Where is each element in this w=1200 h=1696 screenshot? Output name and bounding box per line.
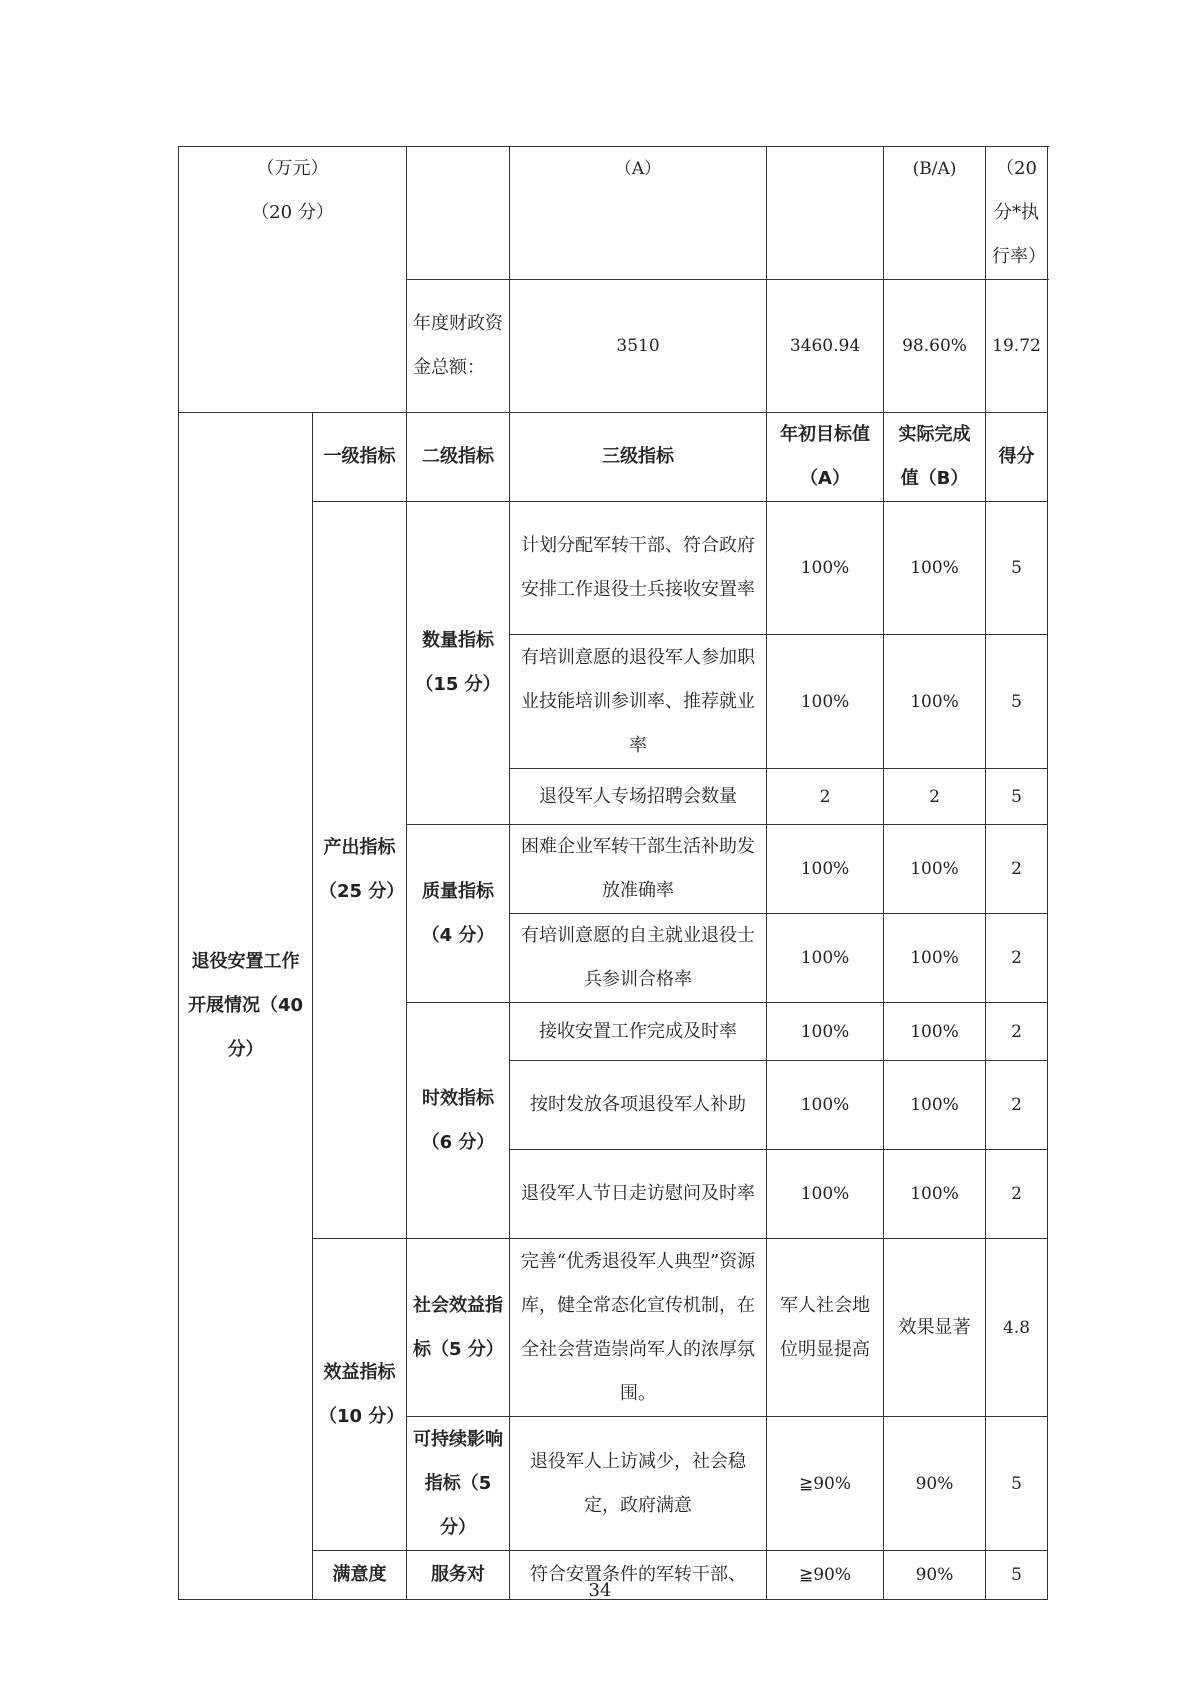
row-score: 2 bbox=[986, 1003, 1048, 1061]
row-actual: 效果显著 bbox=[884, 1239, 986, 1417]
row-score: 2 bbox=[986, 1150, 1048, 1239]
row-target: 100% bbox=[767, 502, 884, 635]
row-target: 100% bbox=[767, 914, 884, 1003]
row-target: 100% bbox=[767, 1061, 884, 1150]
funds-total-actual: 3460.94 bbox=[767, 280, 884, 413]
row-score: 5 bbox=[986, 502, 1048, 635]
group-quality: 质量指标（4 分） bbox=[407, 825, 510, 1003]
row-actual: 90% bbox=[884, 1551, 986, 1600]
row-actual: 2 bbox=[884, 769, 986, 825]
indicator-header-row bbox=[179, 413, 1048, 502]
group-satisfaction: 满意度 bbox=[313, 1551, 407, 1600]
section-title: 退役安置工作开展情况（40 分） bbox=[179, 413, 313, 1600]
funds-total-ratio: 98.60% bbox=[884, 280, 986, 413]
row-score: 2 bbox=[986, 1061, 1048, 1150]
funds-header-ratio: (B/A) bbox=[884, 147, 986, 280]
row-target: 100% bbox=[767, 1150, 884, 1239]
row-actual: 100% bbox=[884, 1061, 986, 1150]
row-score: 2 bbox=[986, 825, 1048, 914]
row-name: 计划分配军转干部、符合政府安排工作退役士兵接收安置率 bbox=[510, 502, 767, 635]
row-name: 退役军人专场招聘会数量 bbox=[510, 769, 767, 825]
row-name: 按时发放各项退役军人补助 bbox=[510, 1061, 767, 1150]
header-level1: 一级指标 bbox=[313, 413, 407, 502]
row-actual: 90% bbox=[884, 1417, 986, 1551]
group-service: 服务对 bbox=[407, 1551, 510, 1600]
group-timeliness: 时效指标（6 分） bbox=[407, 1003, 510, 1239]
funds-total-name: 年度财政资金总额： bbox=[407, 280, 510, 413]
row-actual: 100% bbox=[884, 502, 986, 635]
row-score: 2 bbox=[986, 914, 1048, 1003]
row-actual: 100% bbox=[884, 1150, 986, 1239]
row-name: 接收安置工作完成及时率 bbox=[510, 1003, 767, 1061]
row-score: 4.8 bbox=[986, 1239, 1048, 1417]
row-score: 5 bbox=[986, 1417, 1048, 1551]
group-benefit: 效益指标（10 分） bbox=[313, 1239, 407, 1551]
row-actual: 100% bbox=[884, 635, 986, 769]
row-name: 退役军人节日走访慰问及时率 bbox=[510, 1150, 767, 1239]
row-name: 完善“优秀退役军人典型”资源库，健全常态化宣传机制，在全社会营造崇尚军人的浓厚氛围。 bbox=[510, 1239, 767, 1417]
group-social: 社会效益指标（5 分） bbox=[407, 1239, 510, 1417]
funds-header-actual bbox=[767, 147, 884, 280]
row-target: 100% bbox=[767, 825, 884, 914]
funds-total-score: 19.72 bbox=[986, 280, 1048, 413]
funds-points-label: （20 分） bbox=[251, 202, 334, 223]
row-target: ≧90% bbox=[767, 1551, 884, 1600]
row-actual: 100% bbox=[884, 1003, 986, 1061]
row-score: 5 bbox=[986, 1551, 1048, 1600]
page-number: 34 bbox=[588, 1580, 612, 1601]
row-name: 困难企业军转干部生活补助发放准确率 bbox=[510, 825, 767, 914]
row-target: 100% bbox=[767, 635, 884, 769]
header-level2: 二级指标 bbox=[407, 413, 510, 502]
header-level3: 三级指标 bbox=[510, 413, 767, 502]
row-name: 有培训意愿的退役军人参加职业技能培训参训率、推荐就业率 bbox=[510, 635, 767, 769]
row-actual: 100% bbox=[884, 914, 986, 1003]
funds-unit-label: （万元） bbox=[256, 158, 329, 179]
row-target: 2 bbox=[767, 769, 884, 825]
group-quantity: 数量指标（15 分） bbox=[407, 502, 510, 825]
funds-header-empty bbox=[407, 147, 510, 280]
header-actual: 实际完成值（B） bbox=[884, 413, 986, 502]
row-name: 退役军人上访减少，社会稳定，政府满意 bbox=[510, 1417, 767, 1551]
performance-table bbox=[178, 146, 1048, 1600]
row-target: ≧90% bbox=[767, 1417, 884, 1551]
funds-header-target: （A） bbox=[510, 147, 767, 280]
row-target: 100% bbox=[767, 1003, 884, 1061]
header-score: 得分 bbox=[986, 413, 1048, 502]
group-sustainable: 可持续影响指标（5 分） bbox=[407, 1417, 510, 1551]
funds-label-cell bbox=[179, 147, 407, 413]
row-target: 军人社会地位明显提高 bbox=[767, 1239, 884, 1417]
header-target: 年初目标值（A） bbox=[767, 413, 884, 502]
row-score: 5 bbox=[986, 769, 1048, 825]
row-name: 符合安置条件的军转干部、 bbox=[510, 1551, 767, 1600]
funds-total-target: 3510 bbox=[510, 280, 767, 413]
row-score: 5 bbox=[986, 635, 1048, 769]
row-actual: 100% bbox=[884, 825, 986, 914]
funds-header-score: （20 分*执行率） bbox=[986, 147, 1048, 280]
row-name: 有培训意愿的自主就业退役士兵参训合格率 bbox=[510, 914, 767, 1003]
group-output: 产出指标（25 分） bbox=[313, 502, 407, 1239]
funds-header-row bbox=[179, 147, 1048, 280]
